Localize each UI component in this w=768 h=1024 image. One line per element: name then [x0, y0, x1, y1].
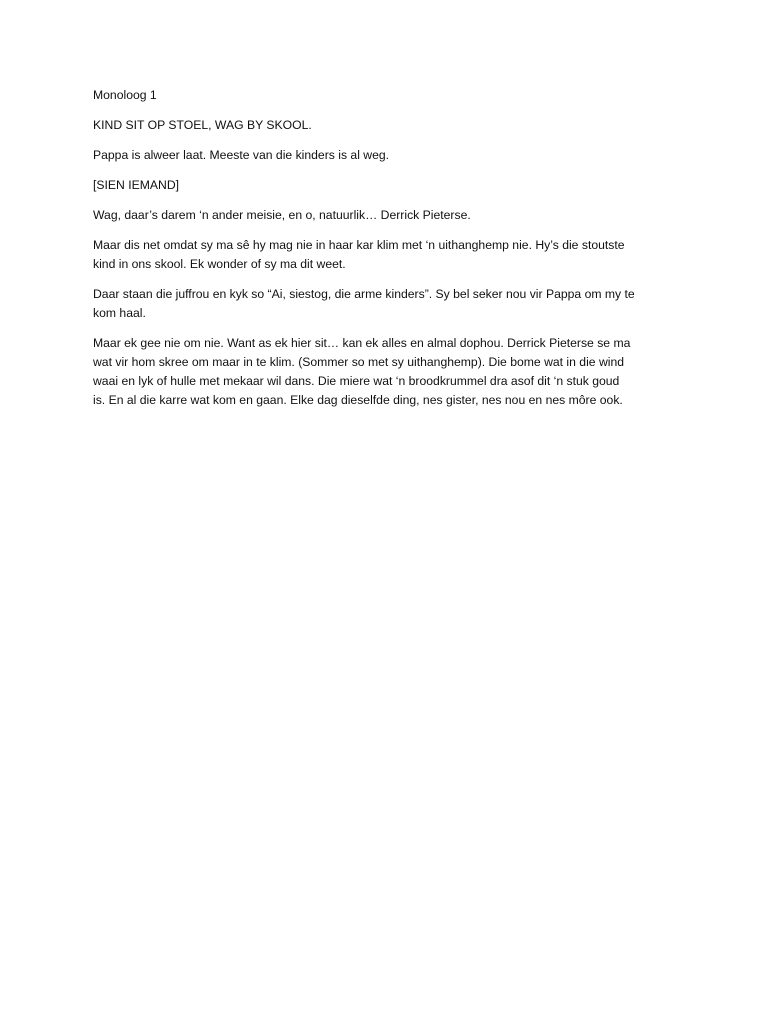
paragraph-line: kom haal. — [93, 306, 146, 320]
monologue-paragraph — [93, 334, 673, 410]
paragraph-line: Maar dis net omdat sy ma sê hy mag nie in haar kar klim met ‘n uithanghemp nie. Hy’s die stoutste — [93, 238, 625, 252]
paragraph-line: wat vir hom skree om maar in te klim. (Sommer so met sy uithanghemp). Die bome wat in die wind — [93, 355, 625, 369]
paragraph-line: kind in ons skool. Ek wonder of sy ma dit weet. — [93, 257, 346, 271]
paragraph-line: Maar ek gee nie om nie. Want as ek hier sit… kan ek alles en almal dophou. Derrick Pieterse se ma — [93, 336, 631, 350]
paragraph-line: [SIEN IEMAND] — [93, 178, 180, 192]
monologue-paragraph — [93, 146, 673, 165]
paragraph-line: KIND SIT OP STOEL, WAG BY SKOOL. — [93, 118, 312, 132]
monologue-paragraph — [93, 236, 673, 274]
paragraph-line: Wag, daar’s darem ‘n ander meisie, en o, natuurlik… Derrick Pieterse. — [93, 208, 471, 222]
monologue-paragraph — [93, 285, 673, 323]
document-body — [93, 86, 673, 421]
paragraph-line: waai en lyk of hulle met mekaar wil dans. Die miere wat ‘n broodkrummel dra asof dit ‘n stuk goud — [93, 374, 620, 388]
stage-direction-sees-someone — [93, 176, 673, 195]
document-title: Monoloog 1 — [93, 88, 157, 102]
monologue-paragraph — [93, 206, 673, 225]
paragraph-line: is. En al die karre wat kom en gaan. Elke dag dieselfde ding, nes gister, nes nou en nes môre ook. — [93, 393, 623, 407]
paragraph-line: Daar staan die juffrou en kyk so “Ai, siestog, die arme kinders”. Sy bel seker nou vir Pappa om my te — [93, 287, 635, 301]
paragraph-line: Pappa is alweer laat. Meeste van die kinders is al weg. — [93, 148, 390, 162]
stage-direction-setting — [93, 116, 673, 135]
